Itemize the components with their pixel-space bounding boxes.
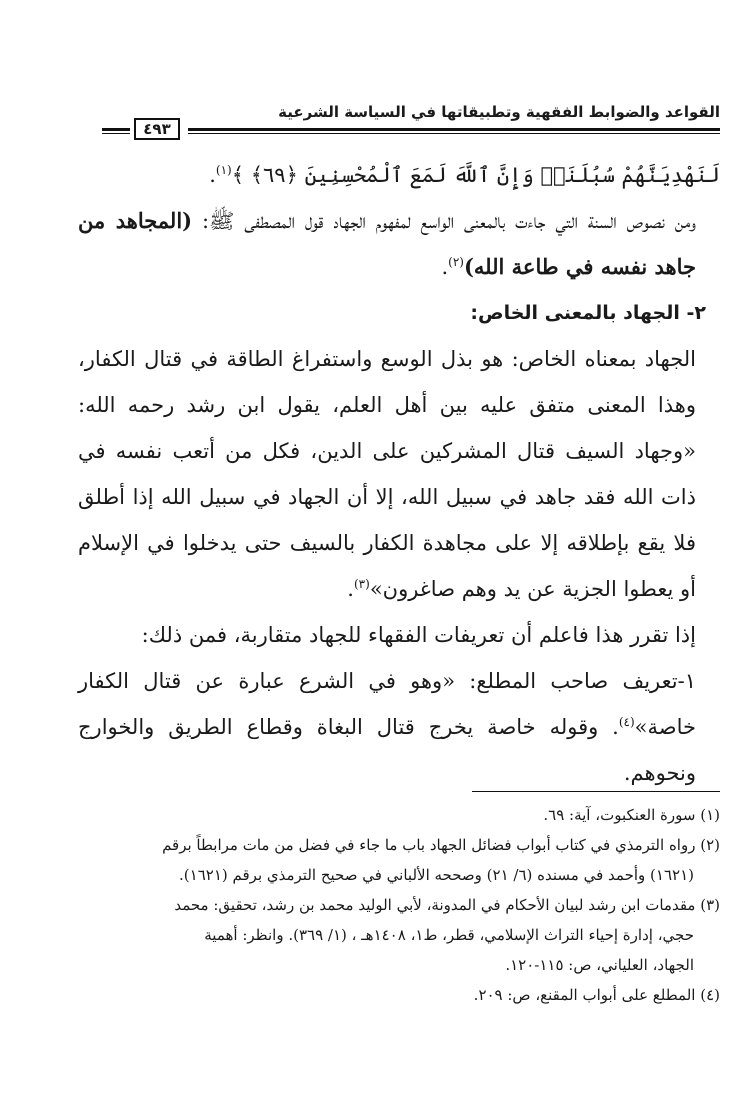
paragraph-definition-end: . [347, 577, 354, 601]
paragraph-sunnah-end: . [441, 255, 449, 279]
paragraph-mutli-text: ١-تعريف صاحب المطلع: «وهو في الشرع عبارة عن قتال الكفار خاصة» [78, 669, 696, 739]
verse-paragraph [78, 152, 720, 198]
footnote-2-line-1: (٢) رواه الترمذي في كتاب أبواب فضائل الجهاد باب ما جاء في فضل من مات مرابطاً برقم [162, 836, 720, 854]
header-rule [188, 128, 720, 134]
footnote-separator [472, 791, 720, 792]
footnote-1: (١) سورة العنكبوت، آية: ٦٩. [543, 806, 720, 824]
header-rule-left [102, 128, 130, 134]
paragraph-definition-text: الجهاد بمعناه الخاص: هو بذل الوسع واستفراغ الطاقة في قتال الكفار، وهذا المعنى متفق عليه بين أهل العلم، يقول ابن رشد رحمه الله: «وجهاد السيف قتال المشركين على الدين، فكل من أتعب نفسه في ذات الله فقد جاهد في سبيل الله، إلا أن الجهاد في سبيل الله إذا أطلق فلا يقع بإطلاقه إلا على مجاهدة الكفار بالسيف حتى يدخلوا في الإسلام أو يعطوا الجزية عن يد وهم صاغرون» [78, 347, 696, 601]
section-heading: ٢- الجهاد بالمعنى الخاص: [470, 302, 706, 324]
paragraph-mutli [78, 658, 720, 796]
footnote-ref-4: (٤) [618, 715, 635, 729]
page-number: ٤٩٣ [134, 118, 180, 140]
running-header-title: القواعد والضوابط الفقهية وتطبيقاتها في السياسة الشرعية [278, 103, 720, 121]
footnote-3-line-1: (٣) مقدمات ابن رشد لبيان الأحكام في المدونة، لأبي الوليد محمد بن رشد، تحقيق: محمد [174, 896, 720, 914]
footnote-3-line-2: حجي، إدارة إحياء التراث الإسلامي، قطر، ط١، ١٤٠٨هـ ، (١/ ٣٦٩). وانظر: أهمية [204, 926, 694, 944]
paragraph-intro: إذا تقرر هذا فاعلم أن تعريفات الفقهاء للجهاد متقاربة، فمن ذلك: [141, 623, 696, 647]
paragraph-sunnah-text: ومن نصوص السنة التي جاءت بالمعنى الواسع لمفهوم الجهاد قول المصطفى ﷺ: [192, 209, 697, 233]
paragraph-mutli-rest: . وقوله خاصة يخرج قتال البغاة وقطاع الطريق والخوارج ونحوهم. [78, 715, 696, 785]
main-text [78, 152, 720, 796]
footnote-ref-3: (٣) [353, 577, 370, 591]
footnote-ref-1: (١) [215, 163, 232, 177]
paragraph-definition [78, 336, 720, 612]
verse-end: . [209, 163, 216, 187]
footnote-2-line-2: (١٦٢١) وأحمد في مسنده (٦/ ٢١) وصححه الألباني في صحيح الترمذي برقم (١٦٢١). [179, 866, 694, 884]
footnote-3-line-3: الجهاد، العلياني، ص: ١١٥-١٢٠. [505, 956, 694, 974]
quran-verse: لَنَهْدِيَنَّهُمْ سُبُلَنَاۚ وَإِنَّ ٱللَّهَ لَمَعَ ٱلْمُحْسِنِينَ ﴿٦٩﴾ ﴾ [231, 163, 720, 187]
footnote-4: (٤) المطلع على أبواب المقنع، ص: ٢٠٩. [473, 986, 720, 1004]
footnote-ref-2: (٢) [448, 255, 464, 269]
paragraph-sunnah [78, 198, 720, 290]
hadith-quote: (المجاهد من جاهد نفسه في طاعة الله) [78, 208, 696, 279]
footnotes [78, 800, 720, 1010]
